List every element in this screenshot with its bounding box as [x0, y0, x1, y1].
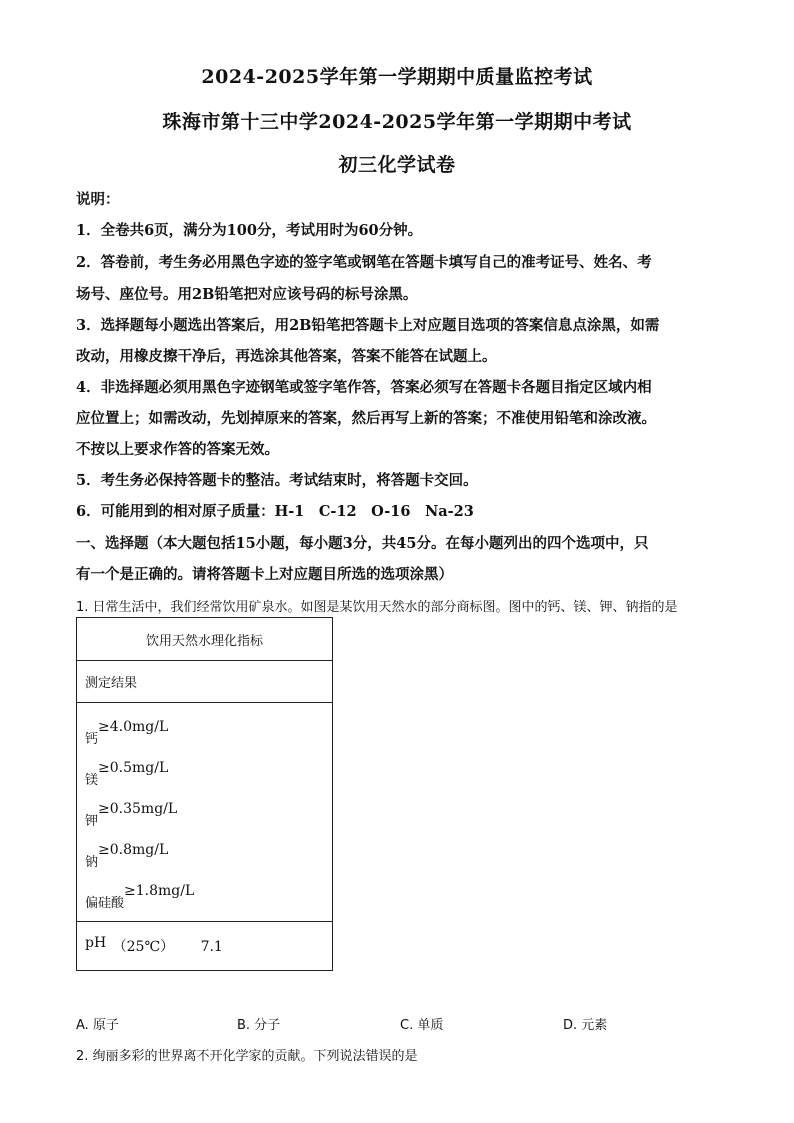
option-b[interactable]: B. 分子 [237, 1018, 281, 1033]
instruction-line: 不按以上要求作答的答案无效。 [76, 441, 279, 458]
option-a[interactable]: A. 原子 [76, 1018, 119, 1033]
question-2-stem: 2. 绚丽多彩的世界离不开化学家的贡献。下列说法错误的是 [76, 1049, 418, 1064]
mineral-row [77, 792, 332, 833]
exam-paper-name: 初三化学试卷 [338, 154, 456, 176]
mineral-name: 钙 [85, 731, 99, 747]
mineral-row [77, 874, 332, 915]
section-heading: 有一个是正确的。请将答题卡上对应题目所选的选项涂黑） [76, 566, 453, 583]
mineral-value: ≥4.0mg/L [98, 719, 169, 735]
instruction-line: 应位置上；如需改动，先划掉原来的答案，然后再写上新的答案；不准使用铅笔和涂改液。 [76, 410, 656, 427]
mineral-value: ≥0.5mg/L [98, 760, 169, 776]
exam-subtitle: 珠海市第十三中学2024-2025学年第一学期期中考试 [162, 111, 632, 133]
instruction-line: 1．全卷共6页，满分为100分，考试用时为60分钟。 [76, 222, 423, 239]
instruction-line: 2．答卷前，考生务必用黑色字迹的签字笔或钢笔在答题卡填写自己的准考证号、姓名、考 [76, 254, 652, 271]
mineral-value: ≥1.8mg/L [124, 883, 195, 899]
mineral-value: ≥0.35mg/L [98, 801, 178, 817]
section-heading: 一、选择题（本大题包括15小题，每小题3分，共45分。在每小题列出的四个选项中，只 [76, 535, 649, 552]
instructions-heading: 说明： [76, 191, 120, 208]
mineral-name: 钠 [85, 854, 99, 870]
table-header: 饮用天然水理化指标 [77, 618, 333, 661]
option-d[interactable]: D. 元素 [563, 1018, 608, 1033]
instruction-line: 5．考生务必保持答题卡的整洁。考试结束时，将答题卡交回。 [76, 472, 478, 489]
water-label-table [76, 617, 333, 971]
instruction-line: 改动，用橡皮擦干净后，再选涂其他答案，答案不能答在试题上。 [76, 348, 497, 365]
ph-cell [77, 922, 333, 971]
mineral-row [77, 833, 332, 874]
instruction-line: 3．选择题每小题选出答案后，用2B铅笔把答题卡上对应题目选项的答案信息点涂黑，如需 [76, 317, 660, 334]
table-result-label: 测定结果 [77, 661, 333, 703]
mineral-value: ≥0.8mg/L [98, 842, 169, 858]
ph-condition: （25℃） [112, 939, 175, 955]
mineral-name: 钾 [85, 813, 99, 829]
ph-label: pH [85, 935, 107, 951]
exam-title: 2024-2025学年第一学期期中质量监控考试 [201, 66, 593, 88]
instruction-line: 4．非选择题必须用黑色字迹钢笔或签字笔作答，答案必须写在答题卡各题目指定区域内相 [76, 379, 652, 396]
ph-value: 7.1 [200, 939, 223, 955]
instruction-line: 6．可能用到的相对原子质量：H-1 C-12 O-16 Na-23 [76, 503, 474, 520]
minerals-cell [77, 703, 333, 922]
question-1-stem: 1. 日常生活中，我们经常饮用矿泉水。如图是某饮用天然水的部分商标图。图中的钙、镁、钾、钠指的是 [76, 600, 678, 615]
mineral-row [77, 751, 332, 792]
mineral-row [77, 710, 332, 751]
mineral-name: 镁 [85, 772, 99, 788]
instruction-line: 场号、座位号。用2B铅笔把对应该号码的标号涂黑。 [76, 286, 418, 303]
mineral-name: 偏硅酸 [85, 895, 125, 911]
option-c[interactable]: C. 单质 [400, 1018, 444, 1033]
